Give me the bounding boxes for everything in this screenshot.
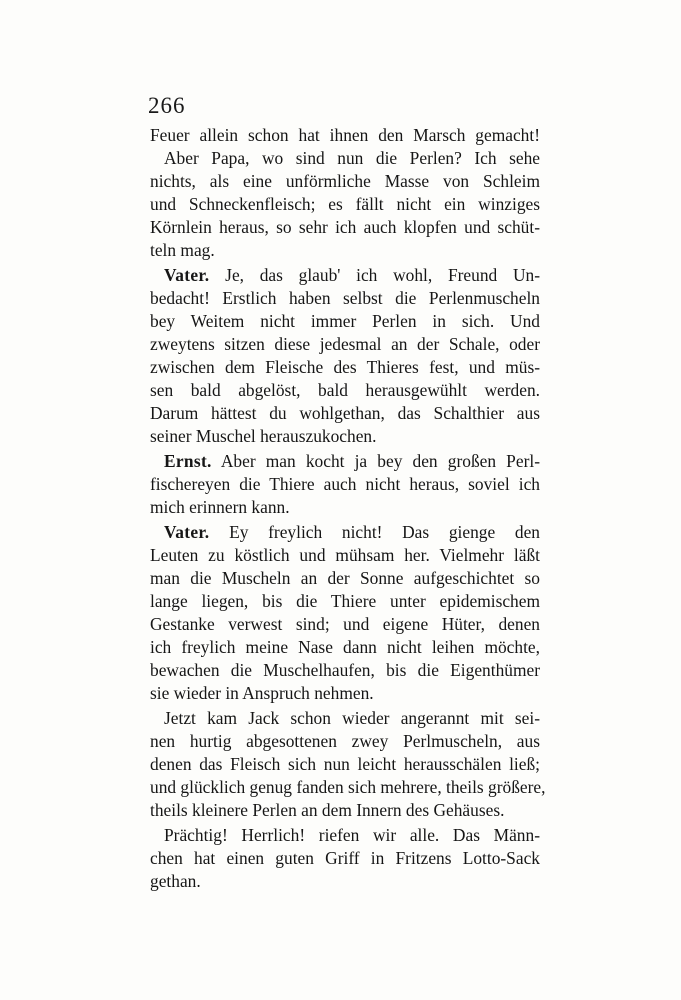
text-line: Prächtig! Herrlich! riefen wir alle. Das Männ-	[164, 825, 540, 845]
text-line: bey Weitem nicht immer Perlen in sich. Und	[150, 311, 540, 331]
text-line: Leuten zu köstlich und mühsam her. Vielmehr läßt	[150, 545, 540, 565]
text-line: Darum hättest du wohlgethan, das Schalthier aus	[150, 403, 540, 423]
text-line: teln mag.	[150, 240, 215, 260]
text-line: bedacht! Erstlich haben selbst die Perlenmuscheln	[150, 288, 540, 308]
text-line: bewachen die Muschelhaufen, bis die Eigenthümer	[150, 660, 540, 680]
speaker-name: Ernst.	[164, 451, 212, 471]
page-number: 266	[148, 93, 186, 118]
speaker-name: Vater.	[164, 265, 210, 285]
text-line: seiner Muschel herauszukochen.	[150, 426, 377, 446]
text-line: mich erinnern kann.	[150, 497, 290, 517]
text-line: Gestanke verwest sind; und eigene Hüter, denen	[150, 614, 540, 634]
text-line: Aber Papa, wo sind nun die Perlen? Ich sehe	[164, 148, 540, 168]
text-line: chen hat einen guten Griff in Fritzens Lotto-Sack	[150, 848, 540, 868]
text-line: ich freylich meine Nase dann nicht leihen möchte,	[150, 637, 540, 657]
text-line: gethan.	[150, 871, 201, 891]
text-line: lange liegen, bis die Thiere unter epidemischem	[150, 591, 540, 611]
text-line: nen hurtig abgesottenen zwey Perlmuscheln, aus	[150, 731, 540, 751]
text-line: Feuer allein schon hat ihnen den Marsch gemacht!	[150, 125, 540, 145]
text-line: theils kleinere Perlen an dem Innern des Gehäuses.	[150, 800, 505, 820]
dialogue-line: Ernst. Aber man kocht ja bey den großen Perl-	[164, 451, 540, 471]
dialogue-line: Vater. Je, das glaub' ich wohl, Freund Un-	[164, 265, 540, 285]
text-line: Jetzt kam Jack schon wieder angerannt mit sei-	[164, 708, 540, 728]
text-line: zwischen dem Fleische des Thieres fest, und müs-	[150, 357, 540, 377]
text-line: nichts, als eine unförmliche Masse von Schleim	[150, 171, 540, 191]
text-line: fischereyen die Thiere auch nicht heraus, soviel ich	[150, 474, 540, 494]
text-line: sen bald abgelöst, bald herausgewühlt werden.	[150, 380, 540, 400]
text-line: man die Muscheln an der Sonne aufgeschichtet so	[150, 568, 540, 588]
text-line: denen das Fleisch sich nun leicht herausschälen ließ;	[150, 754, 540, 774]
dialogue-line: Vater. Ey freylich nicht! Das gienge den	[164, 522, 540, 542]
text-line: und glücklich genug fanden sich mehrere, theils größere,	[150, 777, 546, 797]
text-line: zweytens sitzen diese jedesmal an der Schale, oder	[150, 334, 540, 354]
text-line: sie wieder in Anspruch nehmen.	[150, 683, 374, 703]
text-line: Körnlein heraus, so sehr ich auch klopfen und schüt-	[150, 217, 540, 237]
speaker-name: Vater.	[164, 522, 210, 542]
text-line: und Schneckenfleisch; es fällt nicht ein winziges	[150, 194, 540, 214]
